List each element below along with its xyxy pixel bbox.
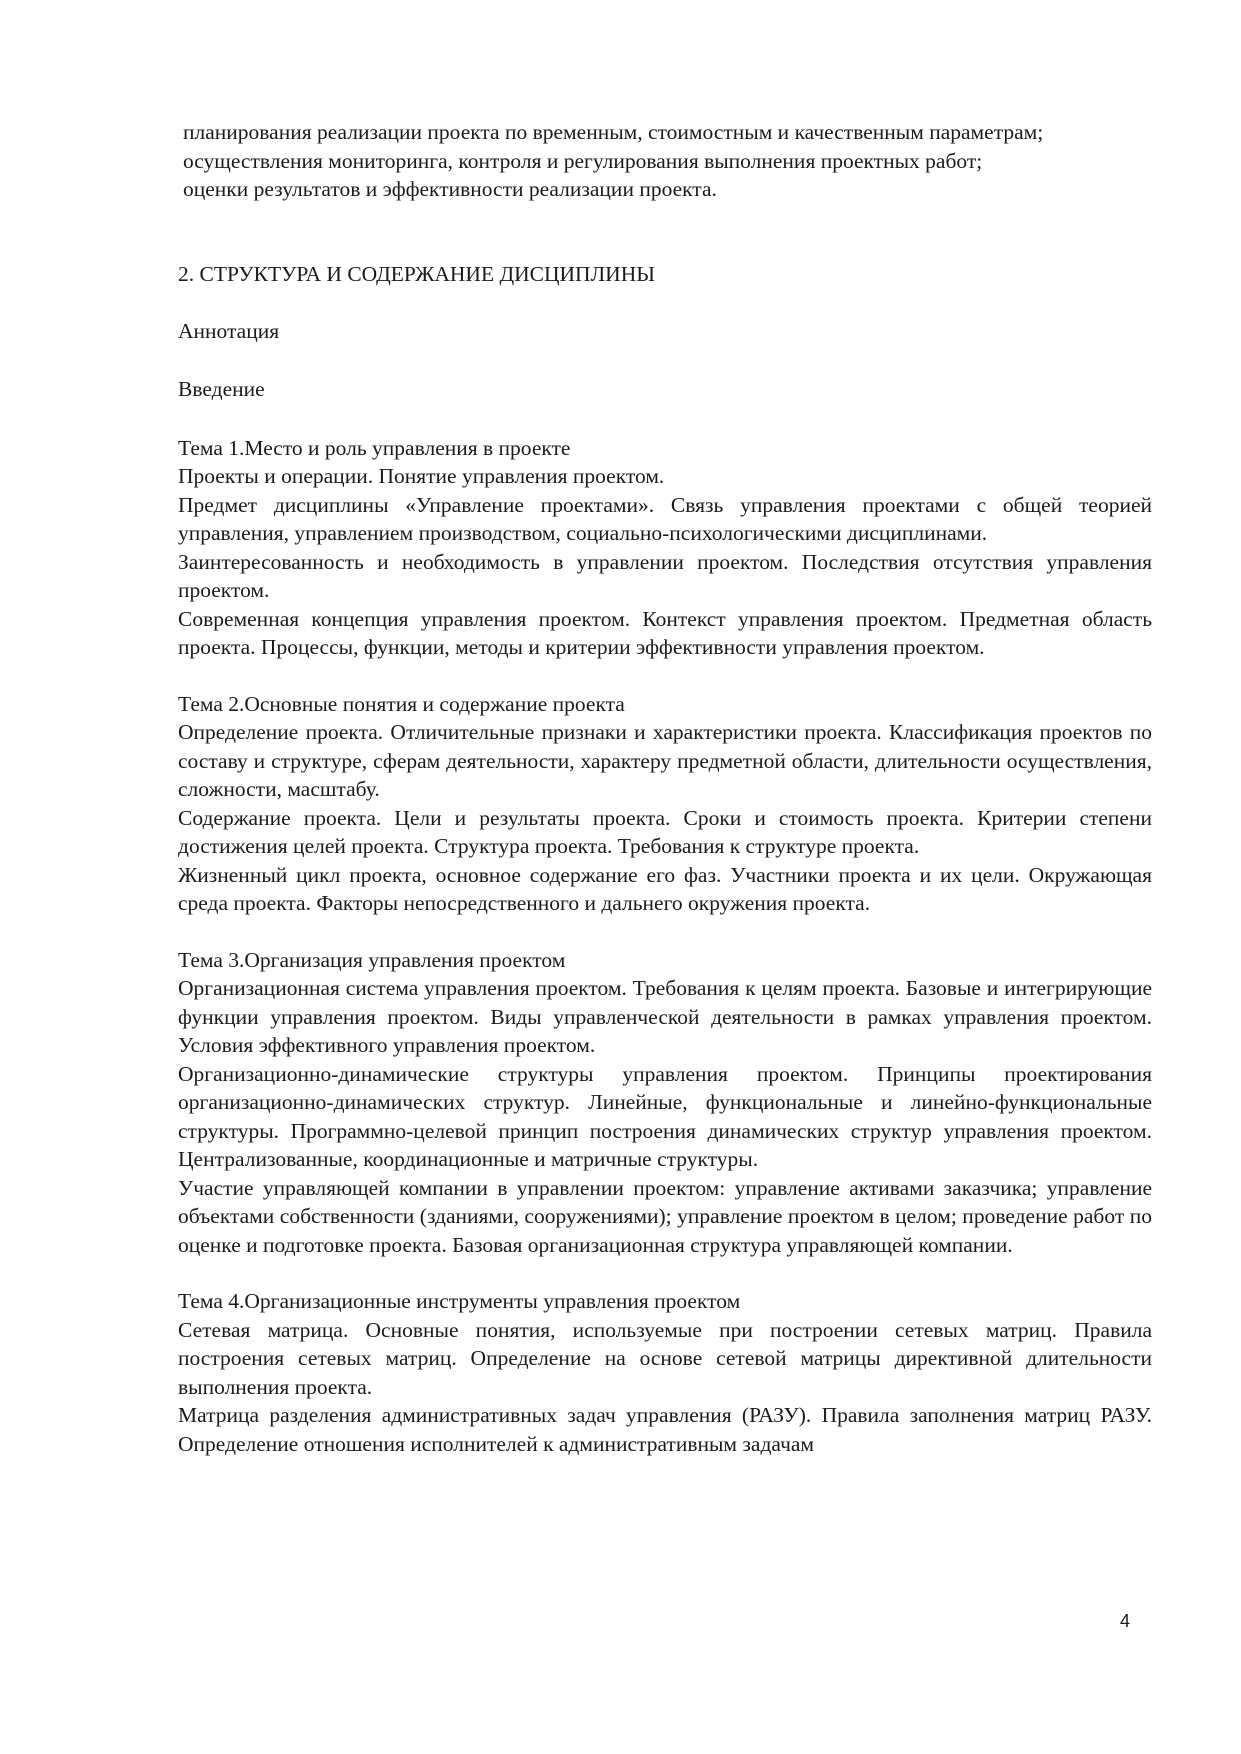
topic-paragraph: Содержание проекта. Цели и результаты проекта. Сроки и стоимость проекта. Критерии степени достижения целей проекта. Структура проекта. Требования к структуре проекта. [178, 805, 1152, 858]
topic-title: Тема 4.Организационные инструменты управления проектом [178, 1289, 741, 1313]
annotation-heading: Аннотация [178, 318, 280, 343]
topic-2 [178, 690, 1152, 918]
topic-paragraph: Проекты и операции. Понятие управления проектом. [178, 464, 665, 488]
topic-paragraph: Современная концепция управления проектом. Контекст управления проектом. Предметная область проекта. Процессы, функции, методы и критерии эффективности управления проектом. [178, 606, 1152, 659]
topic-paragraph: Участие управляющей компании в управлении проектом: управление активами заказчика; управление объектами собственности (зданиями, сооружениями); управление проектом в целом; проведение работ по оценке и подготовке проекта. Базовая организационная структура управляющей компании. [178, 1175, 1152, 1257]
introduction-heading: Введение [178, 377, 265, 401]
topic-paragraph: Организационная система управления проектом. Требования к целям проекта. Базовые и интегрирующие функции управления проектом. Виды управленческой деятельности в рамках управления проектом. Условия эффективного управления проектом. [178, 976, 1152, 1057]
list-item: оценки результатов и эффективности реализации проекта. [183, 177, 717, 201]
section-title: 2. СТРУКТУРА И СОДЕРЖАНИЕ ДИСЦИПЛИНЫ [178, 262, 655, 286]
continued-list [183, 118, 1113, 204]
list-item: осуществления мониторинга, контроля и регулирования выполнения проектных работ; [183, 148, 983, 173]
topic-title: Тема 1.Место и роль управления в проекте [178, 435, 571, 460]
topic-title: Тема 2.Основные понятия и содержание проекта [178, 691, 625, 716]
topic-title: Тема 3.Организация управления проектом [178, 947, 566, 972]
topic-paragraph: Сетевая матрица. Основные понятия, используемые при построении сетевых матриц. Правила построения сетевых матриц. Определение на основе сетевой матрицы директивной длительности выполнения проекта. [178, 1317, 1152, 1399]
topic-paragraph: Организационно-динамические структуры управления проектом. Принципы проектирования организационно-динамических структур. Линейные, функциональные и линейно-функциональные структуры. Программно-целевой принцип построения динамических структур управления проектом. Централизованные, координационные и матричные структуры. [178, 1061, 1152, 1171]
topic-paragraph: Заинтересованность и необходимость в управлении проектом. Последствия отсутствия управления проектом. [178, 549, 1152, 602]
page-number: 4 [1120, 1611, 1131, 1631]
topic-3 [178, 946, 1152, 1260]
list-item: планирования реализации проекта по временным, стоимостным и качественным параметрам; [183, 120, 1044, 144]
topic-paragraph: Жизненный цикл проекта, основное содержание его фаз. Участники проекта и их цели. Окружающая среда проекта. Факторы непосредственного и дальнего окружения проекта. [178, 862, 1152, 915]
topic-paragraph: Определение проекта. Отличительные признаки и характеристики проекта. Классификация проектов по составу и структуре, сферам деятельности, характеру предметной области, длительности осуществления, сложности, масштабу. [178, 720, 1152, 801]
topic-paragraph: Матрица разделения административных задач управления (РАЗУ). Правила заполнения матриц РАЗУ. Определение отношения исполнителей к административным задачам [178, 1403, 1152, 1456]
topic-paragraph: Предмет дисциплины «Управление проектами». Связь управления проектами с общей теорией управления, управлением производством, социально-психологическими дисциплинами. [178, 492, 1152, 545]
topic-1 [178, 434, 1152, 662]
topic-4 [178, 1287, 1152, 1458]
document-content [178, 260, 1152, 1486]
